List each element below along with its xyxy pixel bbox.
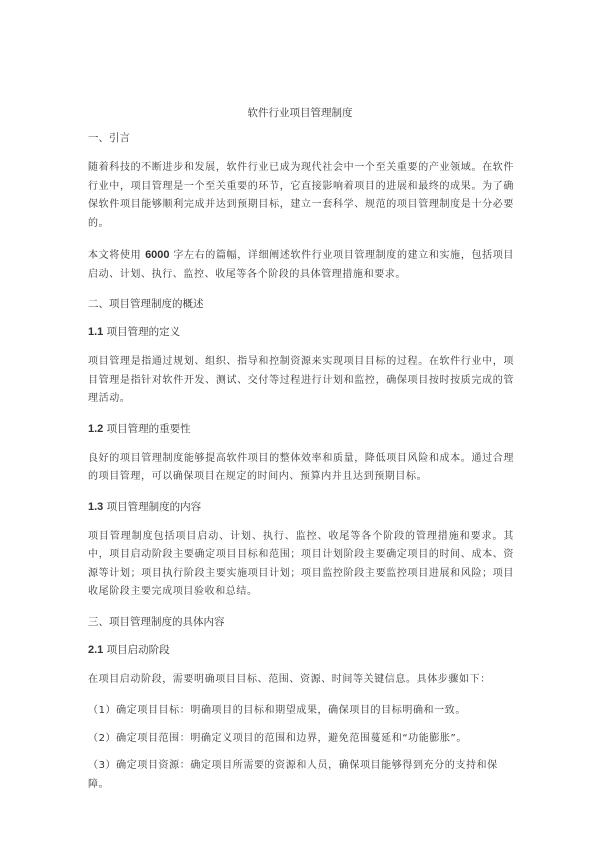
intro-p2-after: 字左右的篇幅，详细阐述软件行业项目管理制度的建立和实施，包括项目启动、计划、执行、监控、收尾等各个阶段的具体管理措施和要求。 [88, 250, 514, 280]
section-heading-overview: 二、项目管理制度的概述 [88, 298, 204, 310]
subsection-heading-1-1 [88, 325, 514, 340]
subsection-title: 项目启动阶段 [103, 643, 170, 656]
subsection-number: 2.1 [88, 643, 104, 656]
document-title: 软件行业项目管理制度 [247, 107, 353, 119]
word-count-number: 6000 [145, 249, 170, 261]
paragraph-1-1: 项目管理是指通过规划、组织、指导和控制资源来实现项目目标的过程。在软件行业中，项目管理是指针对软件开发、测试、交付等过程进行计划和监控，确保项目按时按质完成的管理活动。 [88, 356, 514, 404]
subsection-title: 项目管理制度的内容 [103, 500, 202, 513]
paragraph-2-1: 在项目启动阶段，需要明确项目目标、范围、资源、时间等关键信息。具体步骤如下： [88, 673, 491, 685]
subsection-title: 项目管理的重要性 [103, 422, 191, 435]
document-body [88, 131, 514, 803]
subsection-heading-1-3 [88, 500, 514, 515]
subsection-heading-1-2 [88, 422, 514, 437]
paragraph-1-3: 项目管理制度包括项目启动、计划、执行、监控、收尾等各个阶段的管理措施和要求。其中，项目启动阶段主要确定项目目标和范围；项目计划阶段主要确定项目的时间、成本、资源等计划；项目执行阶段主要实施项目计划；项目监控阶段主要监控项目进展和风险；项目收尾阶段主要完成项目验收和总结。 [88, 530, 514, 597]
intro-p2-before: 本文将使用 [88, 250, 146, 261]
subsection-number: 1.1 [88, 326, 104, 338]
step-item-3: （3）确定项目资源：确定项目所需要的资源和人员，确保项目能够得到充分的支持和保障。 [88, 760, 498, 790]
intro-paragraph-2 [88, 246, 514, 284]
paragraph-1-2: 良好的项目管理制度能够提高软件项目的整体效率和质量，降低项目风险和成本。通过合理的项目管理，可以确保项目在规定的时间内、预算内并且达到预期目标。 [88, 452, 514, 482]
section-heading-detail: 三、项目管理制度的具体内容 [88, 615, 225, 628]
subsection-number: 1.2 [88, 422, 104, 435]
intro-paragraph-1: 随着科技的不断进步和发展，软件行业已成为现代社会中一个至关重要的产业领域。在软件行业中，项目管理是一个至关重要的环节，它直接影响着项目的进展和最终的成果。为了确保软件项目能够顺利完成并达到预期目标，建立一套科学、规范的项目管理制度是十分必要的。 [88, 162, 514, 229]
step-item-1: （1）确定项目目标：明确项目的目标和期望成果，确保项目的目标明确和一致。 [88, 705, 466, 716]
subsection-heading-2-1 [88, 643, 514, 658]
section-heading-intro: 一、引言 [88, 132, 130, 144]
subsection-title: 项目管理的定义 [103, 326, 181, 338]
step-item-2: （2）确定项目范围：明确定义项目的范围和边界，避免范围蔓延和“功能膨胀”。 [88, 732, 467, 744]
subsection-number: 1.3 [88, 500, 104, 513]
